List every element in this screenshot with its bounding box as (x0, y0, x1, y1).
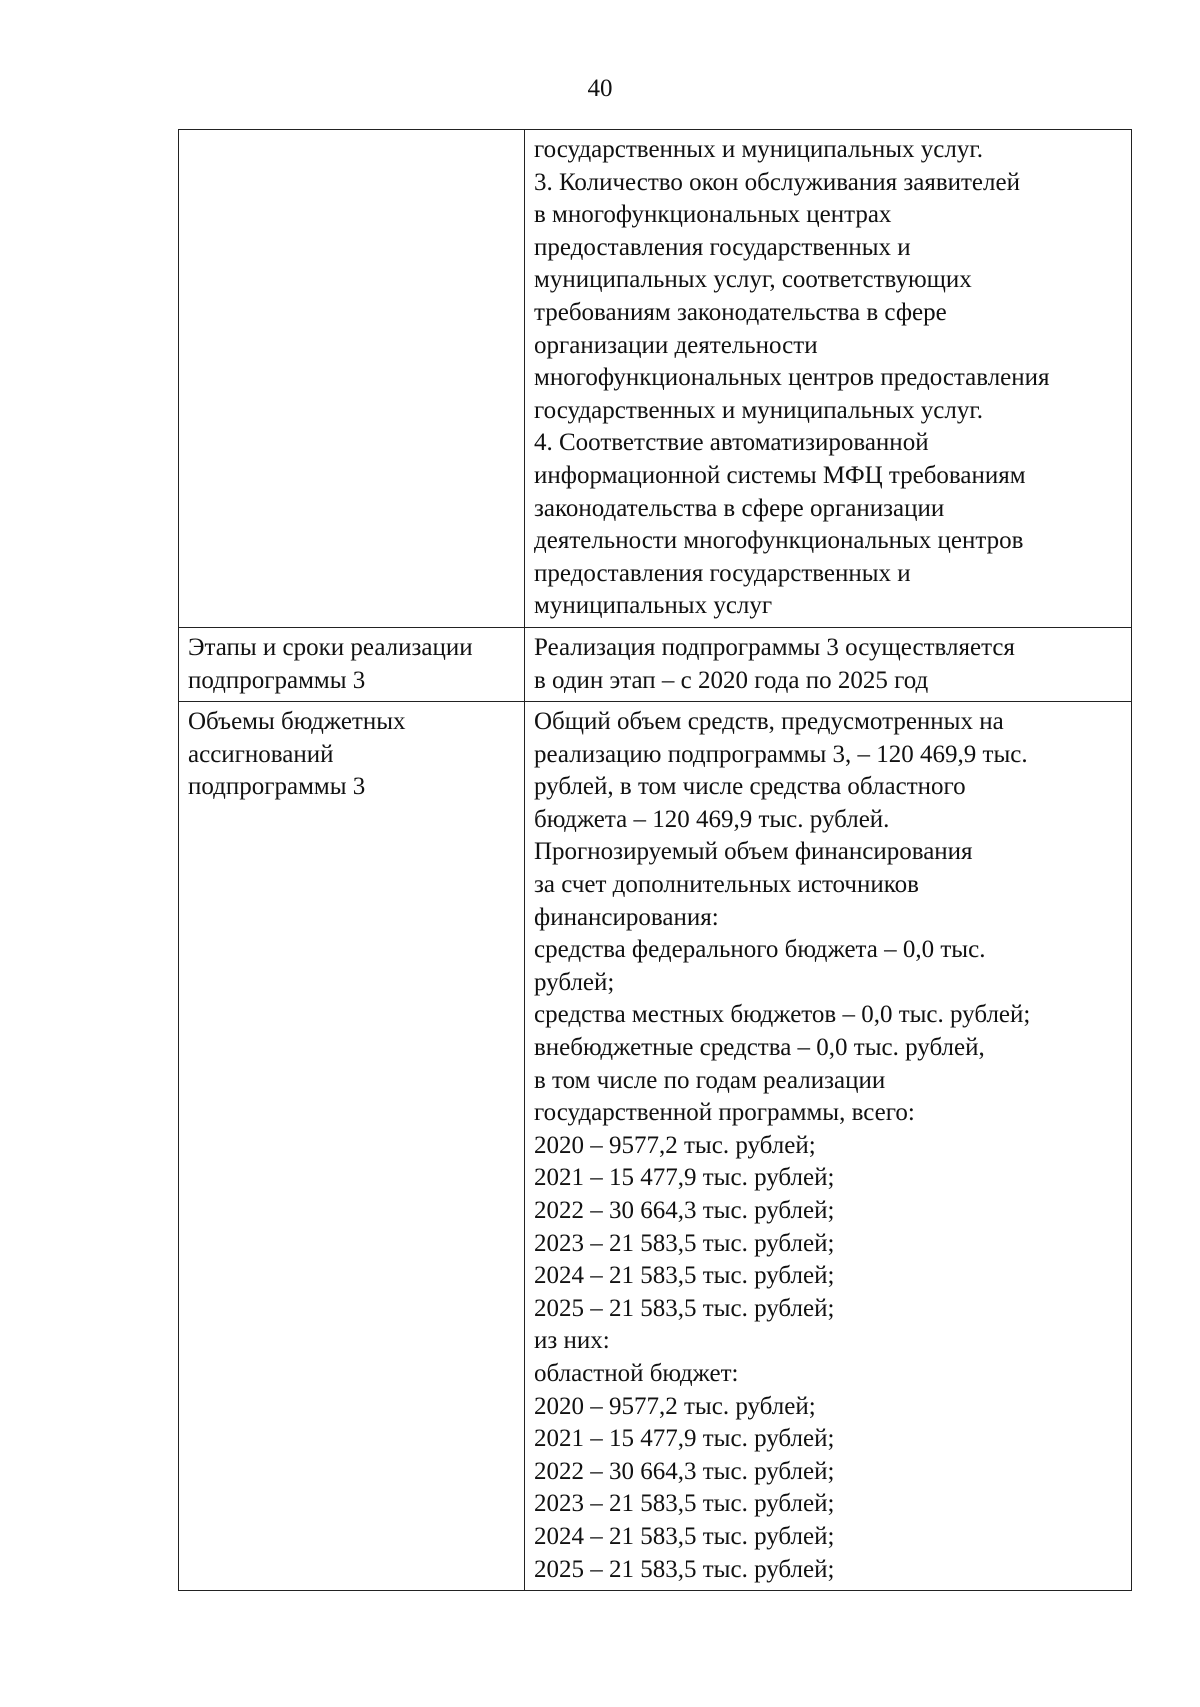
text-line: муниципальных услуг (534, 592, 773, 620)
text-line: рублей, в том числе средства областного (534, 773, 966, 801)
text-line: Объемы бюджетных (188, 708, 406, 736)
parameter-value-cell (525, 627, 1132, 701)
text-line: Этапы и сроки реализации (188, 633, 473, 661)
text-line: деятельности многофункциональных центров (534, 527, 1024, 555)
text-line: 2021 – 15 477,9 тыс. рублей; (534, 1425, 835, 1453)
text-line: Реализация подпрограммы 3 осуществляется (534, 633, 1015, 661)
text-line: многофункциональных центров предоставления (534, 364, 1050, 392)
text-line: 2021 – 15 477,9 тыс. рублей; (534, 1164, 835, 1192)
text-line: государственной программы, всего: (534, 1099, 915, 1127)
table-body (179, 130, 1132, 1591)
text-line: 2022 – 30 664,3 тыс. рублей; (534, 1457, 835, 1485)
text-line: реализацию подпрограммы 3, – 120 469,9 тыс. (534, 740, 1028, 768)
text-line: 2024 – 21 583,5 тыс. рублей; (534, 1522, 835, 1550)
text-line: муниципальных услуг, соответствующих (534, 266, 972, 294)
parameter-name-cell (179, 702, 525, 1591)
text-line: 2023 – 21 583,5 тыс. рублей; (534, 1229, 835, 1257)
text-line: 2025 – 21 583,5 тыс. рублей; (534, 1294, 835, 1322)
parameter-value-cell (525, 130, 1132, 628)
text-line: подпрограммы 3 (188, 666, 366, 694)
text-line: внебюджетные средства – 0,0 тыс. рублей, (534, 1034, 985, 1062)
text-line: 2024 – 21 583,5 тыс. рублей; (534, 1262, 835, 1290)
text-line: в многофункциональных центрах (534, 201, 892, 229)
text-line: 2025 – 21 583,5 тыс. рублей; (534, 1555, 835, 1583)
text-line: за счет дополнительных источников (534, 871, 919, 899)
text-line: 4. Соответствие автоматизированной (534, 429, 929, 457)
text-line: бюджета – 120 469,9 тыс. рублей. (534, 805, 890, 833)
text-line: 2020 – 9577,2 тыс. рублей; (534, 1392, 816, 1420)
text-line: финансирования: (534, 903, 719, 931)
text-line: организации деятельности (534, 331, 818, 359)
text-line: предоставления государственных и (534, 233, 911, 261)
text-line: законодательства в сфере организации (534, 494, 945, 522)
table-row-stages-and-terms (179, 627, 1132, 701)
text-line: 2023 – 21 583,5 тыс. рублей; (534, 1490, 835, 1518)
text-line: государственных и муниципальных услуг. (534, 136, 984, 163)
text-line: 3. Количество окон обслуживания заявителей (534, 168, 1020, 196)
text-line: предоставления государственных и (534, 559, 911, 587)
text-line: областной бюджет: (534, 1359, 739, 1387)
text-line: средства местных бюджетов – 0,0 тыс. рублей; (534, 1001, 1031, 1029)
parameter-name-cell (179, 130, 525, 628)
table-row-indicators-continued (179, 130, 1132, 628)
text-line: ассигнований (188, 740, 334, 768)
parameter-name-cell (179, 627, 525, 701)
text-line: подпрограммы 3 (188, 773, 366, 801)
text-line: 2022 – 30 664,3 тыс. рублей; (534, 1197, 835, 1224)
text-line: Общий объем средств, предусмотренных на (534, 708, 1004, 736)
page-number: 40 (587, 75, 613, 102)
subprogram-passport-table (178, 129, 1132, 1591)
text-line: 2020 – 9577,2 тыс. рублей; (534, 1131, 816, 1159)
text-line: средства федерального бюджета – 0,0 тыс. (534, 936, 986, 964)
text-line: рублей; (534, 968, 615, 996)
text-line: в один этап – с 2020 года по 2025 год (534, 666, 929, 694)
parameter-value-cell (525, 702, 1132, 1591)
text-line: из них: (534, 1327, 610, 1355)
text-line: в том числе по годам реализации (534, 1066, 886, 1094)
text-line: информационной системы МФЦ требованиям (534, 461, 1026, 489)
text-line: Прогнозируемый объем финансирования (534, 838, 973, 866)
text-line: государственных и муниципальных услуг. (534, 396, 984, 424)
table-row-budget-allocations (179, 702, 1132, 1591)
text-line: требованиям законодательства в сфере (534, 298, 947, 326)
